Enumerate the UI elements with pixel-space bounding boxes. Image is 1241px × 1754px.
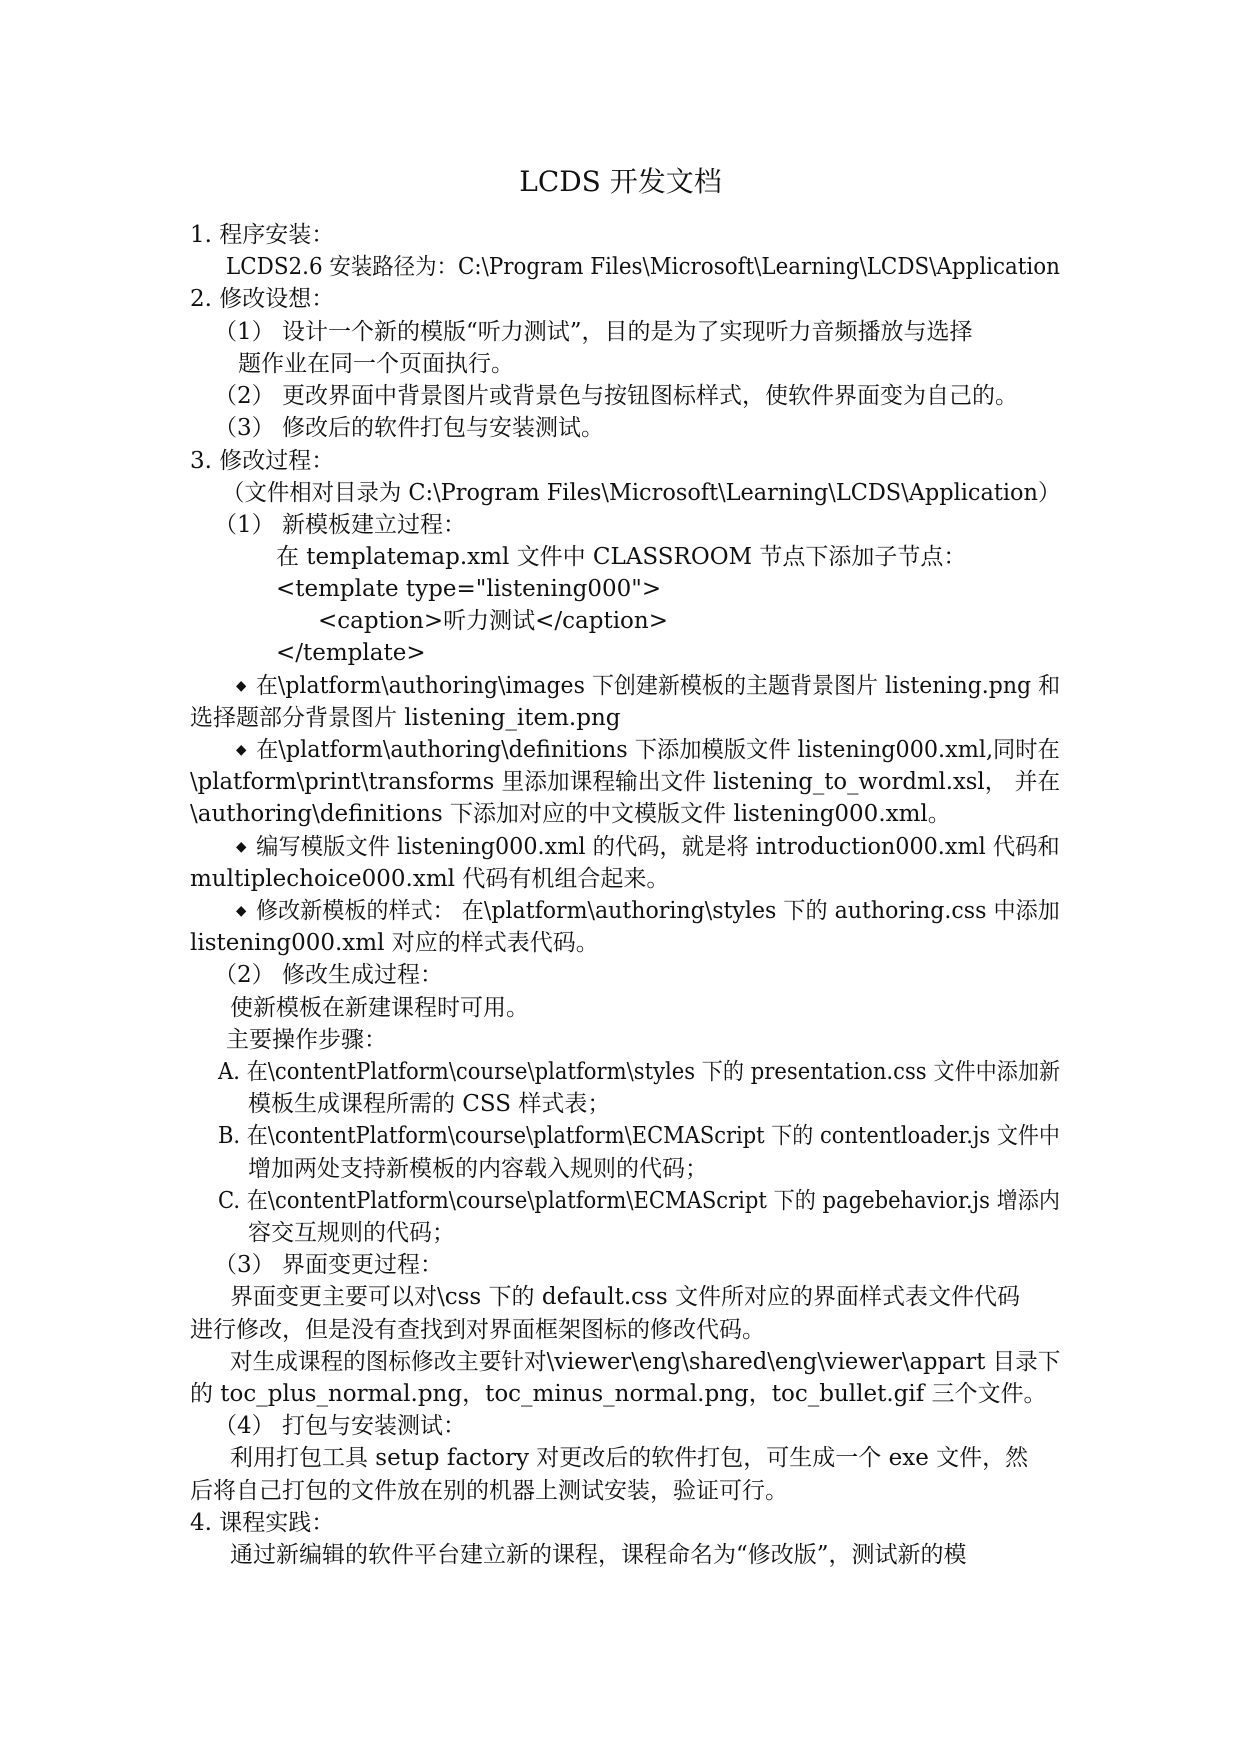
step-b-cont: 增加两处支持新模板的内容载入规则的代码； [248,1156,708,1182]
code-line-template-open: <template type="listening000"> [276,576,662,602]
bullet-text-cont: 选择题部分背景图片 listening_item.png [190,705,621,731]
templatemap-instruction: 在 templatemap.xml 文件中 CLASSROOM 节点下添加子节点： [276,544,967,570]
paragraph-line: 利用打包工具 setup factory 对更改后的软件打包，可生成一个 exe 文件，然 [230,1445,1029,1471]
bullet-item [236,831,1060,866]
page-title: LCDS 开发文档 [519,165,722,198]
diamond-bullet-icon: ◆ [236,742,247,758]
bullet-text: 在\platform\authoring\definitions 下添加模版文件 listening000.xml,同时在 [256,737,1060,763]
step-a: A. 在\contentPlatform\course\platform\styles 下的 presentation.css 文件中添加新 [218,1059,1061,1085]
bullet-text-cont: \platform\print\transforms 里添加课程输出文件 listening_to_wordml.xsl， 并在 [190,769,1061,795]
paragraph-line: 界面变更主要可以对\css 下的 default.css 文件所对应的界面样式表文件代码 [230,1284,1020,1310]
bullet-text: 编写模版文件 listening000.xml 的代码，就是将 introduction000.xml 代码和 [256,834,1060,860]
paragraph-line: 对生成课程的图标修改主要针对\viewer\eng\shared\eng\viewer\appart 目录下 [230,1349,1061,1375]
relative-dir-note: （文件相对目录为 C:\Program Files\Microsoft\Learning\LCDS\Application） [222,480,1061,506]
plan-item-2: （2） 更改界面中背景图片或背景色与按钮图标样式，使软件界面变为自己的。 [214,383,1018,409]
subsection-3-heading: （3） 界面变更过程： [214,1252,443,1278]
install-path-text: LCDS2.6 安装路径为：C:\Program Files\Microsoft\Learning\LCDS\Application [226,254,1060,280]
section-4-heading: 4. 课程实践： [190,1510,335,1536]
plan-item-3: （3） 修改后的软件打包与安装测试。 [214,415,604,441]
paragraph-line: 的 toc_plus_normal.png，toc_minus_normal.png，toc_bullet.gif 三个文件。 [190,1381,1047,1407]
subsection-4-heading: （4） 打包与安装测试： [214,1413,466,1439]
diamond-bullet-icon: ◆ [236,903,247,919]
paragraph-line: 通过新编辑的软件平台建立新的课程，课程命名为“修改版”，测试新的模 [230,1542,967,1568]
bullet-text: 修改新模板的样式： 在\platform\authoring\styles 下的 authoring.css 中添加 [255,898,1060,924]
paragraph-line: 使新模板在新建课程时可用。 [230,995,529,1021]
section-3-heading: 3. 修改过程： [190,448,335,474]
code-line-caption: <caption>听力测试</caption> [318,608,668,634]
bullet-text: 在\platform\authoring\images 下创建新模板的主题背景图片 listening.png 和 [255,673,1061,699]
step-b: B. 在\contentPlatform\course\platform\ECMAScript 下的 contentloader.js 文件中 [218,1123,1060,1149]
paragraph-line: 进行修改，但是没有查找到对界面框架图标的修改代码。 [190,1317,765,1343]
plan-item-1-cont: 题作业在同一个页面执行。 [238,351,514,377]
step-c-cont: 容交互规则的代码； [248,1220,455,1246]
step-a-cont: 模板生成课程所需的 CSS 样式表； [248,1091,611,1117]
bullet-text-cont: listening000.xml 对应的样式表代码。 [190,930,599,956]
subsection-1-heading: （1） 新模板建立过程： [214,512,466,538]
code-line-template-close: </template> [276,640,426,666]
diamond-bullet-icon: ◆ [236,839,247,855]
section-2-heading: 2. 修改设想： [190,286,335,312]
paragraph-line: 主要操作步骤： [226,1027,387,1053]
diamond-bullet-icon: ◆ [236,678,247,694]
bullet-item [236,895,1060,930]
bullet-item [236,734,1060,769]
subsection-2-heading: （2） 修改生成过程： [214,962,443,988]
bullet-text-cont: \authoring\definitions 下添加对应的中文模版文件 listening000.xml。 [190,801,951,827]
section-1-heading: 1. 程序安装： [190,222,335,248]
plan-item-1: （1） 设计一个新的模版“听力测试”，目的是为了实现听力音频播放与选择 [214,319,973,345]
bullet-item [236,670,1060,705]
paragraph-line: 后将自己打包的文件放在别的机器上测试安装，验证可行。 [190,1478,788,1504]
step-c: C. 在\contentPlatform\course\platform\ECMAScript 下的 pagebehavior.js 增添内 [218,1188,1060,1214]
bullet-text-cont: multiplechoice000.xml 代码有机组合起来。 [190,866,670,892]
